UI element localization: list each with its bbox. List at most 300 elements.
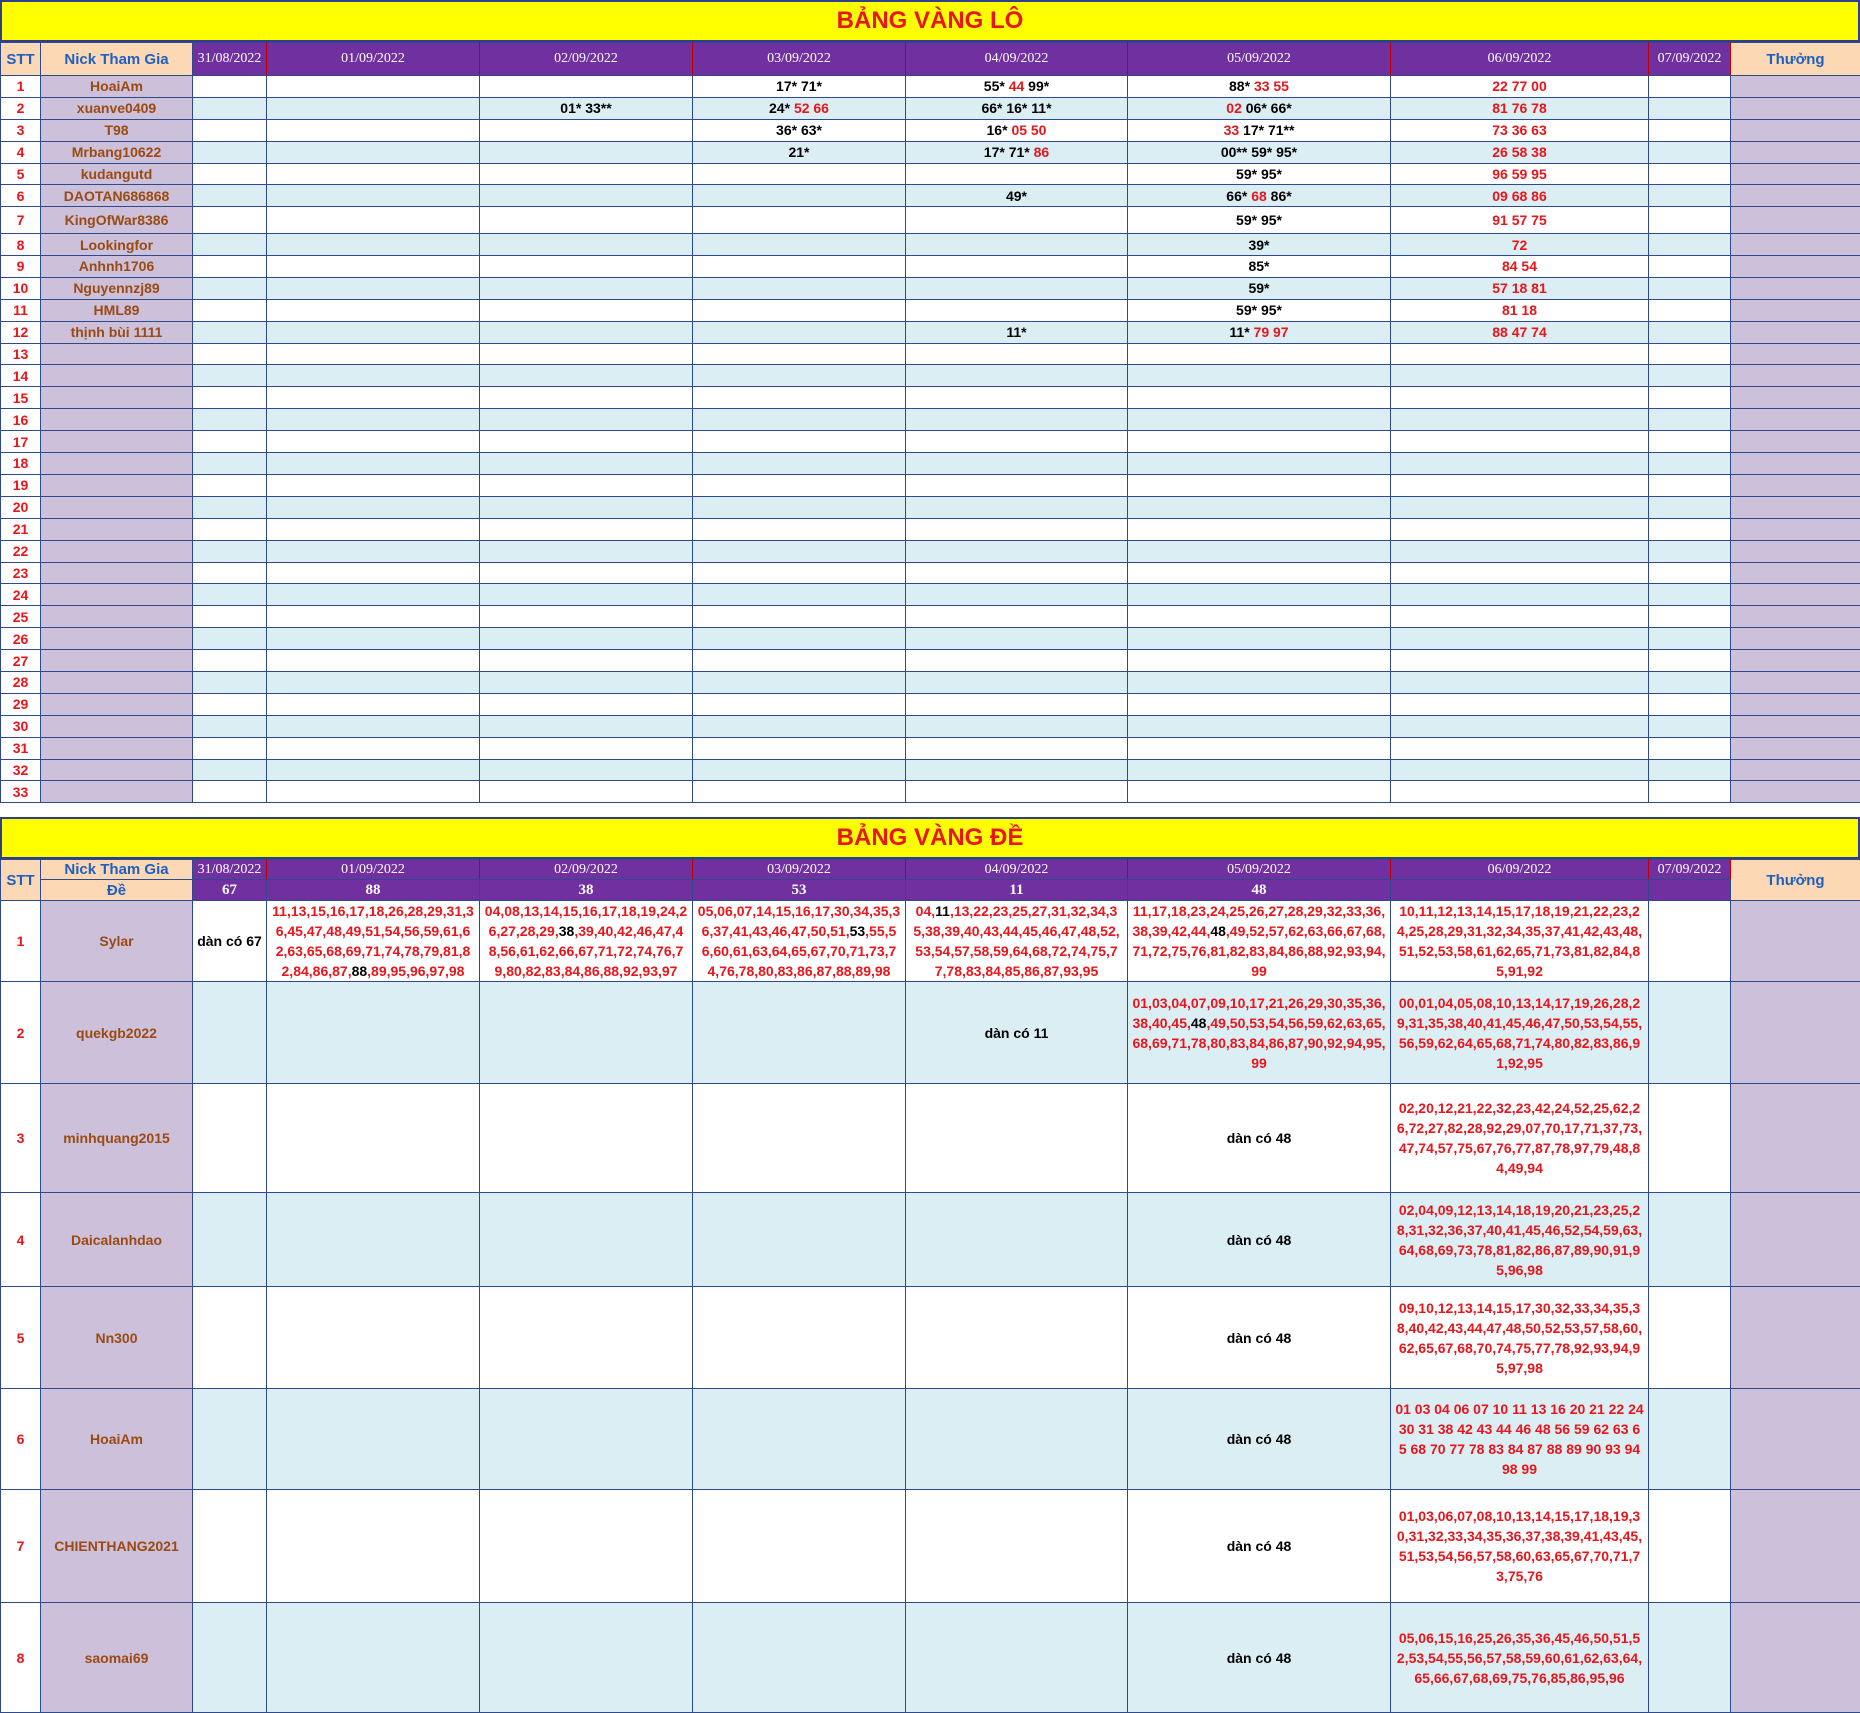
lo-cell: [1128, 584, 1391, 606]
de-cell: [480, 901, 693, 982]
de-cell: [1649, 1287, 1731, 1389]
de-cell: [480, 1389, 693, 1490]
lo-cell: [193, 650, 267, 672]
award-cell: [1731, 299, 1860, 321]
award-cell: [1731, 606, 1860, 628]
lo-cell: [1128, 693, 1391, 715]
de-cell: [267, 1193, 480, 1287]
row-nick: [41, 540, 193, 562]
lo-cell: [480, 277, 693, 299]
row-nick: [41, 584, 193, 606]
lo-cell: [1391, 715, 1649, 737]
lo-cell: [1128, 299, 1391, 321]
cell-text: 96 59 95: [1492, 166, 1547, 182]
lo-cell: [480, 781, 693, 803]
lo-cell: [1128, 518, 1391, 540]
lo-cell: [1391, 387, 1649, 409]
de-cell: [693, 901, 906, 982]
lo-cell: [193, 97, 267, 119]
row-nick: Nn300: [41, 1287, 193, 1389]
row-nick: Anhnh1706: [41, 256, 193, 278]
lo-cell: [480, 321, 693, 343]
de-cell: [1128, 1389, 1391, 1490]
lo-cell: [906, 693, 1128, 715]
row-stt: 3: [1, 119, 41, 141]
de-cell: [906, 1389, 1128, 1490]
row-nick: Sylar: [41, 901, 193, 982]
cell-text: dàn có 48: [1227, 1330, 1292, 1346]
cell-text: 59*: [1248, 280, 1269, 296]
de-cell: [1391, 1490, 1649, 1603]
lo-cell: [193, 256, 267, 278]
de-cell: [693, 1490, 906, 1603]
cell-text: 91 57 75: [1492, 212, 1547, 228]
lo-cell: [693, 584, 906, 606]
row-stt: 26: [1, 628, 41, 650]
cell-text: 88 47 74: [1492, 324, 1547, 340]
lo-cell: [480, 693, 693, 715]
lo-cell: [693, 715, 906, 737]
de-cell: [906, 1603, 1128, 1713]
lo-table-row: [1, 119, 1860, 141]
cell-text: 11*: [1229, 324, 1253, 340]
lo-cell: [1649, 343, 1731, 365]
lo-cell: [1128, 234, 1391, 256]
lo-cell: [267, 584, 480, 606]
cell-text: dàn có 11: [985, 1025, 1049, 1041]
lo-cell: [267, 737, 480, 759]
lo-cell: [1649, 97, 1731, 119]
lo-cell: [693, 431, 906, 453]
lo-table-row: [1, 409, 1860, 431]
de-cell: [1649, 982, 1731, 1084]
lo-cell: [1391, 431, 1649, 453]
lo-cell: [1649, 759, 1731, 781]
de-cell: [267, 1389, 480, 1490]
lo-cell: [906, 163, 1128, 185]
award-cell: [1731, 185, 1860, 207]
date-header: 03/09/2022: [693, 43, 906, 76]
de-result: 53: [693, 880, 906, 901]
row-stt: 32: [1, 759, 41, 781]
date-header: 01/09/2022: [267, 43, 480, 76]
row-stt: 22: [1, 540, 41, 562]
row-stt: 5: [1, 163, 41, 185]
award-cell: [1731, 343, 1860, 365]
lo-cell: [906, 365, 1128, 387]
lo-cell: [1649, 781, 1731, 803]
lo-cell: [1128, 737, 1391, 759]
lo-cell: [1391, 562, 1649, 584]
lo-cell: [480, 409, 693, 431]
lo-cell: [480, 97, 693, 119]
date-header: 04/09/2022: [906, 860, 1128, 880]
de-cell: [267, 982, 480, 1084]
cell-text: dàn có 48: [1227, 1232, 1292, 1248]
header-stt: STT: [1, 43, 41, 76]
lo-cell: [906, 141, 1128, 163]
award-cell: [1731, 1603, 1860, 1713]
row-stt: 7: [1, 207, 41, 234]
row-nick: [41, 715, 193, 737]
lo-cell: [193, 207, 267, 234]
lo-cell: [480, 540, 693, 562]
cell-text: 48: [1210, 923, 1226, 939]
lo-cell: [1391, 628, 1649, 650]
lo-cell: [1128, 628, 1391, 650]
lo-cell: [906, 431, 1128, 453]
award-cell: [1731, 119, 1860, 141]
lo-cell: [1128, 256, 1391, 278]
cell-text: 11*: [1006, 324, 1026, 340]
cell-text: 11,13,15,16,17,18,26,28,29,31,36,45,47,48,49,51,54,56,59,61,62,63,65,68,69,71,74,78,79,81,82,84,86,87,: [272, 903, 474, 979]
lo-cell: [1391, 234, 1649, 256]
lo-cell: [267, 97, 480, 119]
cell-text: 17* 71*: [776, 78, 822, 94]
row-nick: [41, 693, 193, 715]
lo-cell: [193, 453, 267, 475]
lo-table-row: [1, 343, 1860, 365]
row-nick: [41, 671, 193, 693]
lo-cell: [906, 277, 1128, 299]
lo-cell: [193, 387, 267, 409]
header-de: Đề: [41, 880, 193, 901]
cell-text: 01,03,06,07,08,10,13,14,15,17,18,19,30,31,32,33,34,35,36,37,38,39,41,43,45,51,53,54,56,57,58,60,63,65,67,70,71,73,75,76: [1397, 1508, 1642, 1584]
cell-text: 01,03,04,07,09,10,17,21,26,29,30,35,36,38,40,45,: [1132, 995, 1385, 1031]
row-nick: HML89: [41, 299, 193, 321]
cell-text: 09 68 86: [1492, 188, 1547, 204]
cell-text: ,55,56,60,61,63,64,65,67,70,71,73,74,76,78,80,83,86,87,88,89,98: [702, 923, 897, 979]
row-stt: 10: [1, 277, 41, 299]
header-award: Thưởng: [1731, 43, 1860, 76]
lo-cell: [1391, 518, 1649, 540]
lo-table-row: [1, 299, 1860, 321]
de-cell: [1128, 1603, 1391, 1713]
lo-table-row: [1, 628, 1860, 650]
award-cell: [1731, 671, 1860, 693]
lo-cell: [1649, 321, 1731, 343]
lo-cell: [267, 409, 480, 431]
de-table: [0, 859, 1860, 1713]
award-cell: [1731, 901, 1860, 982]
lo-cell: [267, 343, 480, 365]
lo-cell: [1391, 185, 1649, 207]
lo-cell: [1128, 409, 1391, 431]
lo-cell: [906, 76, 1128, 98]
row-nick: DAOTAN686868: [41, 185, 193, 207]
lo-cell: [1391, 584, 1649, 606]
lo-table-row: [1, 693, 1860, 715]
cell-text: 00** 59* 95*: [1221, 144, 1297, 160]
lo-cell: [1649, 474, 1731, 496]
cell-text: 38: [559, 923, 575, 939]
lo-cell: [480, 671, 693, 693]
lo-cell: [193, 715, 267, 737]
award-cell: [1731, 163, 1860, 185]
row-stt: 3: [1, 1084, 41, 1193]
row-stt: 2: [1, 97, 41, 119]
lo-cell: [906, 299, 1128, 321]
lo-cell: [480, 234, 693, 256]
lo-table-row: [1, 671, 1860, 693]
award-cell: [1731, 759, 1860, 781]
row-nick: [41, 606, 193, 628]
lo-cell: [1391, 141, 1649, 163]
lo-cell: [1128, 781, 1391, 803]
lo-cell: [693, 606, 906, 628]
de-cell: [267, 1084, 480, 1193]
row-stt: 27: [1, 650, 41, 672]
lo-cell: [267, 387, 480, 409]
lo-cell: [193, 343, 267, 365]
lo-cell: [267, 650, 480, 672]
lo-cell: [193, 185, 267, 207]
award-cell: [1731, 737, 1860, 759]
lo-header-row: [1, 43, 1860, 76]
lo-cell: [906, 496, 1128, 518]
de-title: BẢNG VÀNG ĐỀ: [837, 824, 1024, 852]
lo-cell: [1391, 365, 1649, 387]
lo-cell: [480, 163, 693, 185]
cell-text: 10,11,12,13,14,15,17,18,19,21,22,23,24,25,28,29,31,32,34,35,37,41,42,43,48,51,52,53,58,61,62,65,71,73,81,82,84,85,91,92: [1397, 903, 1642, 979]
lo-table-row: [1, 76, 1860, 98]
cell-text: ,49,52,57,62,63,66,67,68,71,72,75,76,81,82,83,84,86,88,92,93,94,99: [1132, 923, 1385, 979]
row-nick: [41, 387, 193, 409]
lo-cell: [693, 97, 906, 119]
lo-table-row: [1, 387, 1860, 409]
award-cell: [1731, 207, 1860, 234]
award-cell: [1731, 1389, 1860, 1490]
cell-text: 16*: [987, 122, 1012, 138]
lo-cell: [693, 185, 906, 207]
de-table-row: [1, 982, 1860, 1084]
lo-cell: [1649, 365, 1731, 387]
lo-cell: [1128, 387, 1391, 409]
de-cell: [1649, 1389, 1731, 1490]
date-header: 04/09/2022: [906, 43, 1128, 76]
lo-cell: [693, 409, 906, 431]
de-table-row: [1, 1193, 1860, 1287]
lo-cell: [693, 474, 906, 496]
lo-cell: [906, 119, 1128, 141]
row-stt: 6: [1, 1389, 41, 1490]
lo-cell: [480, 299, 693, 321]
lo-cell: [1391, 693, 1649, 715]
cell-text: 36* 63*: [776, 122, 822, 138]
lo-title: BẢNG VÀNG LÔ: [837, 7, 1024, 35]
cell-text: 53: [850, 923, 866, 939]
lo-cell: [193, 781, 267, 803]
cell-text: 59* 95*: [1236, 212, 1282, 228]
row-stt: 21: [1, 518, 41, 540]
lo-cell: [267, 299, 480, 321]
award-cell: [1731, 141, 1860, 163]
award-cell: [1731, 540, 1860, 562]
row-nick: kudangutd: [41, 163, 193, 185]
lo-cell: [693, 343, 906, 365]
row-stt: 20: [1, 496, 41, 518]
de-cell: [693, 1603, 906, 1713]
lo-cell: [1391, 759, 1649, 781]
award-cell: [1731, 628, 1860, 650]
lo-title-banner: [0, 0, 1860, 42]
de-result: [1391, 880, 1649, 901]
award-cell: [1731, 76, 1860, 98]
row-nick: HoaiAm: [41, 1389, 193, 1490]
de-cell: [193, 1084, 267, 1193]
de-table-row: [1, 1389, 1860, 1490]
lo-cell: [1128, 76, 1391, 98]
date-header: 03/09/2022: [693, 860, 906, 880]
lo-cell: [906, 562, 1128, 584]
lo-cell: [267, 277, 480, 299]
row-stt: 28: [1, 671, 41, 693]
cell-text: 88: [352, 963, 368, 979]
lo-cell: [1128, 496, 1391, 518]
de-cell: [1391, 1193, 1649, 1287]
row-stt: 16: [1, 409, 41, 431]
cell-text: 79 97: [1254, 324, 1289, 340]
lo-cell: [693, 299, 906, 321]
row-stt: 19: [1, 474, 41, 496]
row-stt: 6: [1, 185, 41, 207]
lo-cell: [693, 781, 906, 803]
lo-cell: [267, 185, 480, 207]
lo-cell: [267, 207, 480, 234]
lo-cell: [906, 474, 1128, 496]
header-stt: STT: [1, 860, 41, 901]
lo-cell: [193, 409, 267, 431]
lo-cell: [193, 119, 267, 141]
lo-cell: [1128, 163, 1391, 185]
lo-cell: [1649, 518, 1731, 540]
de-result: 38: [480, 880, 693, 901]
row-nick: xuanve0409: [41, 97, 193, 119]
cell-text: ,49,50,53,54,56,59,62,63,65,68,69,71,78,80,83,84,86,87,90,92,94,95,99: [1132, 1015, 1385, 1071]
cell-text: 24*: [769, 100, 794, 116]
cell-text: 05 50: [1011, 122, 1046, 138]
row-stt: 12: [1, 321, 41, 343]
lo-cell: [1649, 387, 1731, 409]
de-cell: [267, 1287, 480, 1389]
lo-table-row: [1, 496, 1860, 518]
lo-cell: [1128, 277, 1391, 299]
row-stt: 11: [1, 299, 41, 321]
lo-cell: [267, 496, 480, 518]
row-nick: CHIENTHANG2021: [41, 1490, 193, 1603]
lo-cell: [1391, 650, 1649, 672]
lo-cell: [193, 496, 267, 518]
de-result: 48: [1128, 880, 1391, 901]
cell-text: 01* 33**: [560, 100, 611, 116]
lo-cell: [267, 453, 480, 475]
lo-cell: [693, 163, 906, 185]
lo-table-row: [1, 277, 1860, 299]
row-nick: Daicalanhdao: [41, 1193, 193, 1287]
lo-cell: [193, 431, 267, 453]
row-stt: 17: [1, 431, 41, 453]
de-cell: [693, 1389, 906, 1490]
lo-cell: [480, 759, 693, 781]
de-cell: [480, 1490, 693, 1603]
cell-text: dàn có 48: [1227, 1650, 1292, 1666]
de-cell: [193, 1193, 267, 1287]
date-header: 05/09/2022: [1128, 43, 1391, 76]
lo-cell: [906, 234, 1128, 256]
lo-cell: [1649, 584, 1731, 606]
lo-cell: [480, 606, 693, 628]
lo-cell: [1391, 119, 1649, 141]
lo-cell: [1391, 671, 1649, 693]
lo-table-row: [1, 431, 1860, 453]
de-cell: [693, 1287, 906, 1389]
row-stt: 29: [1, 693, 41, 715]
lo-cell: [693, 277, 906, 299]
lo-table-row: [1, 365, 1860, 387]
lo-cell: [193, 737, 267, 759]
lo-table-row: [1, 562, 1860, 584]
row-stt: 25: [1, 606, 41, 628]
lo-cell: [267, 671, 480, 693]
lo-cell: [267, 163, 480, 185]
row-nick: [41, 759, 193, 781]
lo-cell: [193, 76, 267, 98]
row-nick: [41, 518, 193, 540]
row-stt: 2: [1, 982, 41, 1084]
lo-cell: [480, 453, 693, 475]
lo-cell: [193, 141, 267, 163]
award-cell: [1731, 97, 1860, 119]
award-cell: [1731, 1084, 1860, 1193]
row-nick: quekgb2022: [41, 982, 193, 1084]
lo-cell: [906, 781, 1128, 803]
lo-cell: [906, 628, 1128, 650]
de-cell: [906, 1490, 1128, 1603]
lo-table-row: [1, 540, 1860, 562]
cell-text: 88*: [1229, 78, 1254, 94]
lo-cell: [1649, 277, 1731, 299]
lo-cell: [480, 562, 693, 584]
lo-cell: [480, 256, 693, 278]
de-cell: [1391, 901, 1649, 982]
award-cell: [1731, 650, 1860, 672]
lo-cell: [480, 584, 693, 606]
lo-cell: [906, 409, 1128, 431]
award-cell: [1731, 387, 1860, 409]
lo-cell: [1391, 737, 1649, 759]
de-cell: [693, 1193, 906, 1287]
lo-table-row: [1, 518, 1860, 540]
award-cell: [1731, 431, 1860, 453]
cell-text: 86: [1034, 144, 1050, 160]
lo-cell: [1391, 606, 1649, 628]
de-cell: [1128, 1490, 1391, 1603]
de-header-row: [1, 860, 1860, 880]
de-cell: [1128, 1193, 1391, 1287]
row-stt: 8: [1, 1603, 41, 1713]
lo-cell: [193, 277, 267, 299]
lo-cell: [480, 387, 693, 409]
de-cell: [906, 1084, 1128, 1193]
lo-cell: [193, 562, 267, 584]
lo-cell: [193, 234, 267, 256]
lo-cell: [1649, 141, 1731, 163]
lo-cell: [193, 518, 267, 540]
lo-cell: [193, 163, 267, 185]
lo-cell: [1391, 321, 1649, 343]
row-nick: Lookingfor: [41, 234, 193, 256]
lo-table-row: [1, 256, 1860, 278]
